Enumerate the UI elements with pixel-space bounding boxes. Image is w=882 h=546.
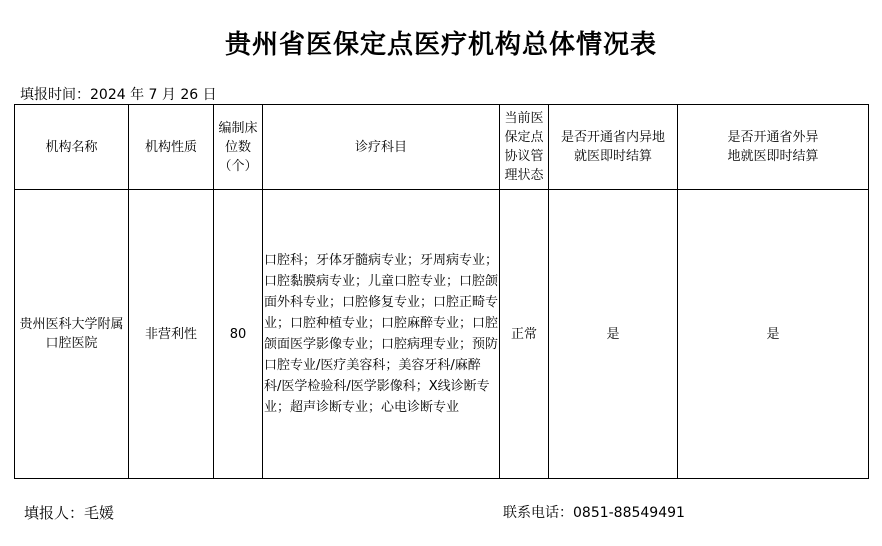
- header-out-province-settlement: 是否开通省外异地就医即时结算: [678, 105, 869, 190]
- header-agreement-status: 当前医保定点协议管理状态: [500, 105, 549, 190]
- cell-in-province-settlement: 是: [549, 190, 678, 479]
- cell-agreement-status: 正常: [500, 190, 549, 479]
- cell-institution-nature: 非营利性: [129, 190, 214, 479]
- table-row: [15, 190, 869, 479]
- cell-bed-count: 80: [214, 190, 263, 479]
- header-bed-count: 编制床位数（个）: [214, 105, 263, 190]
- header-institution-nature: 机构性质: [129, 105, 214, 190]
- header-institution-name: 机构名称: [15, 105, 129, 190]
- contact-phone: 联系电话：0851-88549491: [503, 505, 685, 521]
- cell-out-province-settlement: 是: [678, 190, 869, 479]
- filler-name: 填报人：毛媛: [24, 504, 115, 522]
- header-subjects: 诊疗科目: [263, 105, 500, 190]
- page-title: 贵州省医保定点医疗机构总体情况表: [224, 30, 657, 60]
- fill-date: 填报时间：2024 年 7 月 26 日: [20, 87, 217, 103]
- cell-subjects: 口腔科；牙体牙髓病专业；牙周病专业；口腔黏膜病专业；儿童口腔专业；口腔颌面外科专业；口腔修复专业；口腔正畸专业；口腔种植专业；口腔麻醉专业；口腔颌面医学影像专业；口腔病理专业；预防口腔专业/医疗美容科；美容牙科/麻醉科/医学检验科/医学影像科；X线诊断专业；超声诊断专业；心电诊断专业: [263, 190, 500, 479]
- cell-institution-name: 贵州医科大学附属口腔医院: [15, 190, 129, 479]
- table-header-row: [15, 105, 869, 190]
- institution-table: [14, 104, 869, 479]
- header-in-province-settlement: 是否开通省内异地就医即时结算: [549, 105, 678, 190]
